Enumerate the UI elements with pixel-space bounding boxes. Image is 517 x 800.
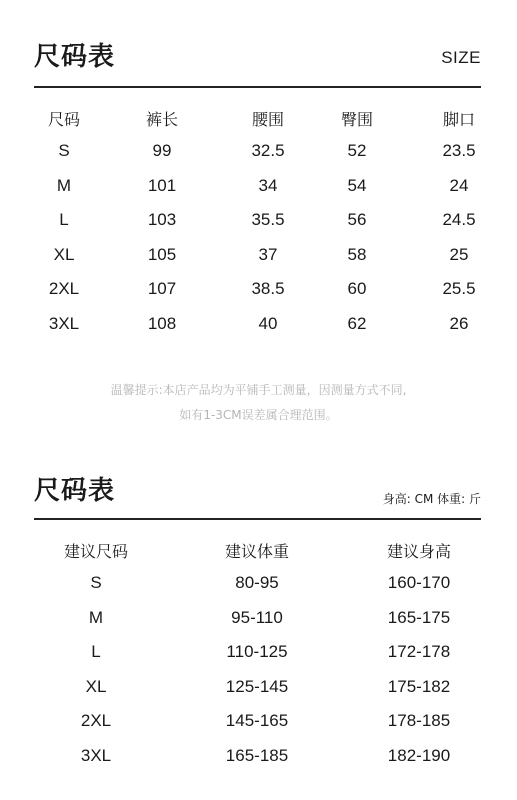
table-cell: S [90, 573, 102, 592]
divider [34, 518, 481, 520]
table-cell: 175-182 [387, 676, 451, 696]
table-cell: 60 [347, 279, 367, 298]
table-cell: 56 [347, 210, 367, 229]
table-cell: 25.5 [442, 279, 476, 298]
table-cell: L [59, 210, 69, 229]
table-cell: 2XL [80, 711, 112, 730]
table-cell: 32.5 [251, 141, 285, 160]
column-header: 脚口 [442, 110, 476, 129]
table-cell: 110-125 [226, 642, 288, 661]
table-cell: 107 [147, 279, 177, 298]
column-header: 腰围 [251, 110, 285, 129]
notice-line: 如有1-3CM误差属合理范围。 [179, 408, 338, 422]
units-label: 身高: CM 体重: 斤 [382, 492, 481, 506]
table-cell: 95-110 [231, 607, 283, 627]
table-cell: 160-170 [387, 573, 451, 592]
table-cell: 145-165 [225, 711, 289, 730]
table-cell: S [58, 141, 70, 160]
table-cell: 172-178 [387, 642, 451, 661]
column-header: 建议身高 [386, 542, 452, 561]
table-cell: 35.5 [251, 210, 285, 229]
table-cell: 165-175 [387, 607, 451, 627]
table-cell: 178-185 [387, 711, 451, 730]
notice-line: 温馨提示:本店产品均为平铺手工测量，因测量方式不同, [110, 383, 407, 397]
table-cell: M [56, 175, 72, 195]
table-cell: 99 [152, 141, 172, 160]
table-cell: M [88, 607, 104, 627]
table-cell: 80-95 [235, 573, 279, 592]
table-cell: 40 [258, 313, 278, 333]
table-cell: 2XL [48, 279, 80, 298]
table-cell: 34 [258, 175, 278, 195]
table-cell: XL [53, 244, 75, 264]
table-cell: 58 [347, 244, 367, 264]
table-cell: 105 [147, 244, 177, 264]
table-cell: 108 [147, 313, 177, 333]
column-header: 臀围 [340, 110, 374, 129]
section-title: 尺码表 [34, 476, 116, 506]
table-cell: 3XL [80, 745, 112, 765]
size-label: SIZE [441, 48, 481, 67]
table-cell: 24 [449, 175, 469, 195]
table-cell: 38.5 [251, 279, 285, 298]
table-cell: 165-185 [225, 745, 289, 765]
table-cell: 182-190 [387, 745, 451, 765]
table-cell: 26 [449, 313, 469, 333]
table-cell: 37 [258, 244, 278, 264]
table-cell: 62 [347, 313, 367, 333]
table-cell: 125-145 [225, 676, 289, 696]
table-cell: 25 [449, 244, 469, 264]
table-cell: 101 [147, 175, 177, 195]
column-header: 尺码 [47, 110, 81, 129]
table-cell: XL [85, 676, 107, 696]
column-header: 建议体重 [224, 542, 290, 561]
table-cell: 3XL [48, 313, 80, 333]
table-cell: L [91, 642, 101, 661]
table-cell: 23.5 [442, 141, 476, 160]
column-header: 裤长 [145, 110, 179, 129]
table-cell: 103 [147, 210, 177, 229]
divider [34, 86, 481, 88]
section-title: 尺码表 [34, 42, 116, 72]
column-header: 建议尺码 [63, 542, 129, 561]
table-cell: 24.5 [442, 210, 476, 229]
table-cell: 52 [347, 141, 367, 160]
table-cell: 54 [347, 175, 367, 195]
